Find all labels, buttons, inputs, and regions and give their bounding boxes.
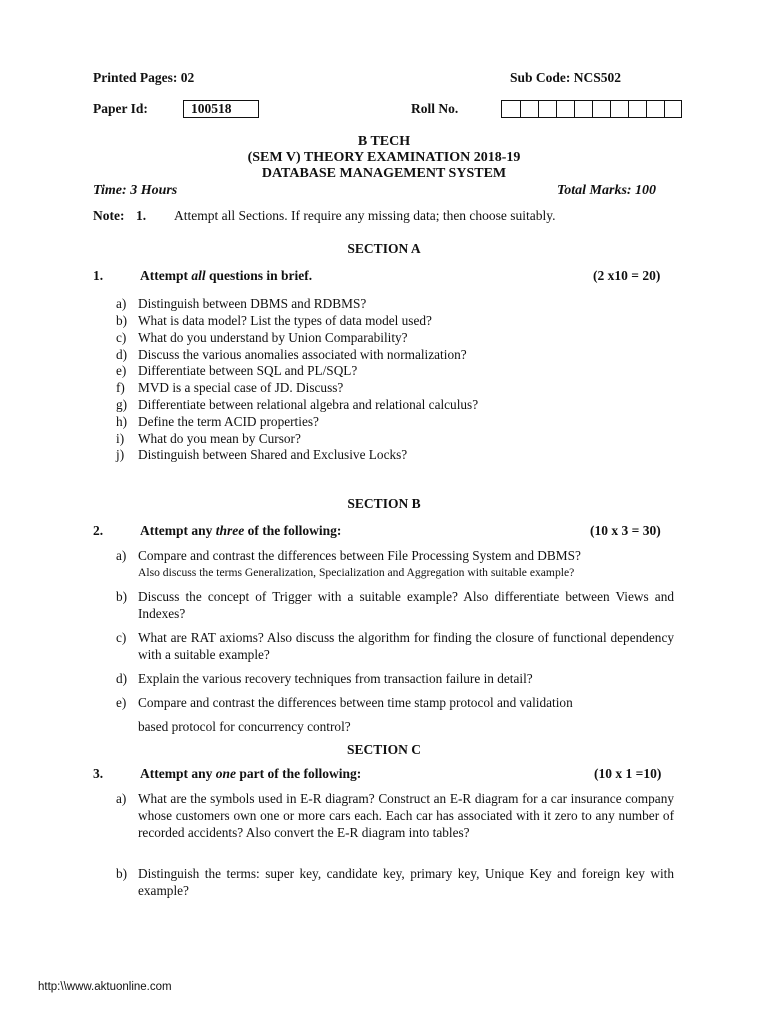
- section-c-heading: SECTION C: [347, 742, 421, 757]
- total-marks: Total Marks: 100: [557, 183, 657, 198]
- question-2-instruction: Attempt any three of the following:: [140, 523, 342, 538]
- section-b-heading: SECTION B: [347, 496, 421, 511]
- question-item: c) What are RAT axioms? Also discuss the algorithm for finding the closure of functional dependency with a suitable example?: [116, 630, 674, 662]
- roll-no-boxes: [501, 100, 682, 118]
- printed-pages: Printed Pages: 02: [93, 70, 195, 85]
- note-label: Note:: [93, 208, 125, 223]
- question-1-number: 1.: [93, 268, 104, 283]
- question-1-instruction: Attempt all questions in brief.: [140, 268, 313, 283]
- roll-no-label: Roll No.: [411, 101, 459, 116]
- time-allowed: Time: 3 Hours: [93, 183, 178, 198]
- question-item: b) Discuss the concept of Trigger with a suitable example? Also differentiate between Views and Indexes?: [116, 589, 674, 621]
- question-3-instruction: Attempt any one part of the following:: [140, 766, 362, 781]
- question-3-number: 3.: [93, 766, 104, 781]
- roll-no-cell: [646, 101, 647, 117]
- section-a-heading: SECTION A: [347, 241, 421, 256]
- exam-title: (SEM V) THEORY EXAMINATION 2018-19: [247, 150, 521, 165]
- question-2-number: 2.: [93, 523, 104, 538]
- roll-no-cell: [664, 101, 665, 117]
- roll-no-cell: [520, 101, 521, 117]
- question-3-marks: (10 x 1 =10): [594, 766, 662, 781]
- roll-no-cell: [628, 101, 629, 117]
- roll-no-cell: [610, 101, 611, 117]
- roll-no-cell: [592, 101, 593, 117]
- sub-code: Sub Code: NCS502: [510, 70, 622, 85]
- roll-no-cell: [574, 101, 575, 117]
- question-1-marks: (2 x10 = 20): [593, 268, 661, 283]
- note-number: 1.: [136, 208, 147, 223]
- footer-url[interactable]: http:\\www.aktuonline.com: [38, 981, 172, 993]
- question-2-marks: (10 x 3 = 30): [590, 523, 661, 538]
- question-item: a) What are the symbols used in E-R diagram? Construct an E-R diagram for a car insurance company whose customers own one or more cars each. Each car has associated with it zero to any number of recorded accidents? Also convert the E-R diagram into tables?: [116, 791, 674, 840]
- subject-title: DATABASE MANAGEMENT SYSTEM: [261, 166, 507, 181]
- paper-id-value: 100518: [191, 101, 232, 116]
- paper-id-box: [183, 100, 259, 118]
- paper-id-label: Paper Id:: [93, 101, 148, 116]
- note-text: Attempt all Sections. If require any missing data; then choose suitably.: [174, 208, 556, 223]
- roll-no-cell: [538, 101, 539, 117]
- question-item: b) Distinguish the terms: super key, candidate key, primary key, Unique Key and foreign key with example?: [116, 866, 674, 898]
- course-title: B TECH: [357, 134, 411, 149]
- roll-no-cell: [556, 101, 557, 117]
